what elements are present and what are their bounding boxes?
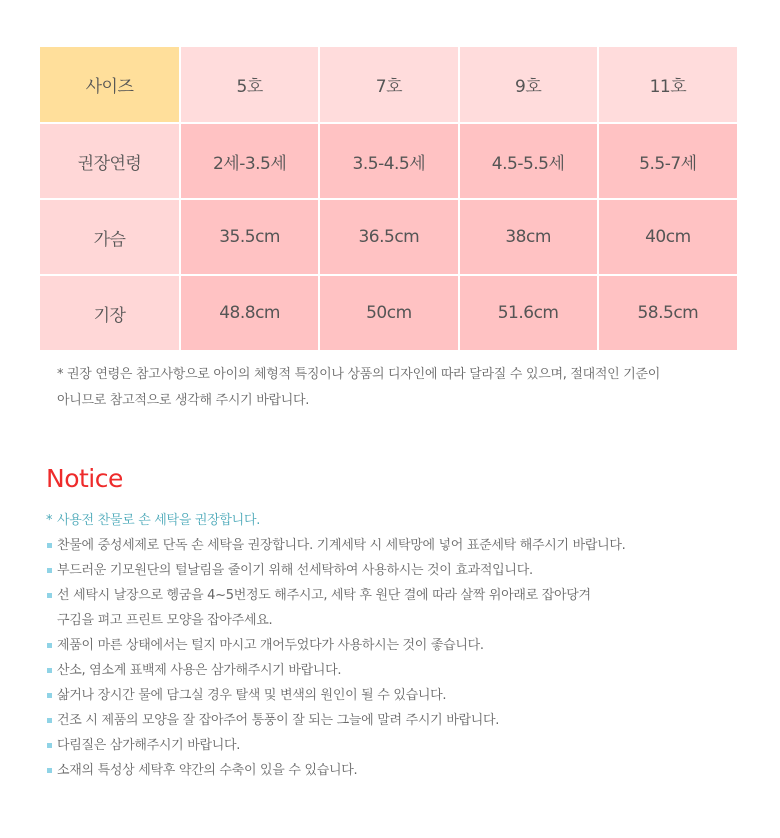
list-item [46, 558, 746, 583]
list-item-text: 선 세탁시 날장으로 헹굼을 4~5번정도 해주시고, 세탁 후 원단 결에 따라 살짝 위아래로 잡아당겨 [57, 588, 591, 603]
row-label: 권장연령 [40, 123, 180, 199]
size-chart-table [40, 47, 737, 350]
size-footnote [57, 362, 747, 414]
header-cell-11: 11호 [598, 47, 737, 123]
list-item [46, 633, 746, 658]
list-item-text: 소재의 특성상 세탁후 약간의 수축이 있을 수 있습니다. [57, 763, 358, 778]
list-item [46, 583, 746, 608]
header-cell-size: 사이즈 [40, 47, 180, 123]
table-row-length [40, 275, 737, 350]
list-item [46, 708, 746, 733]
table-cell: 38cm [459, 199, 598, 275]
table-cell: 5.5-7세 [598, 123, 737, 199]
table-cell: 40cm [598, 199, 737, 275]
table-cell: 50cm [319, 275, 458, 350]
row-label: 기장 [40, 275, 180, 350]
header-cell-9: 9호 [459, 47, 598, 123]
square-bullet-icon [47, 643, 52, 648]
list-item [46, 683, 746, 708]
square-bullet-icon [47, 568, 52, 573]
table-cell: 48.8cm [180, 275, 319, 350]
square-bullet-icon [47, 593, 52, 598]
table-cell: 51.6cm [459, 275, 598, 350]
row-label: 가슴 [40, 199, 180, 275]
table-row-age [40, 123, 737, 199]
list-item-text: 삶거나 장시간 물에 담그실 경우 탈색 및 변색의 원인이 될 수 있습니다. [57, 688, 447, 703]
list-item-text: 제품이 마른 상태에서는 털지 마시고 개어두었다가 사용하시는 것이 좋습니다. [57, 638, 484, 653]
notice-title: Notice [46, 464, 123, 493]
square-bullet-icon [47, 668, 52, 673]
list-item [46, 758, 746, 783]
header-cell-5: 5호 [180, 47, 319, 123]
list-item-text: 찬물에 중성세제로 단독 손 세탁을 권장합니다. 기계세탁 시 세탁망에 넣어 표준세탁 해주시기 바랍니다. [57, 538, 626, 553]
table-cell: 3.5-4.5세 [319, 123, 458, 199]
notice-list [46, 508, 746, 783]
table-cell: 58.5cm [598, 275, 737, 350]
footnote-line-2: 아니므로 참고적으로 생각해 주시기 바랍니다. [57, 393, 310, 408]
square-bullet-icon [47, 693, 52, 698]
table-cell: 35.5cm [180, 199, 319, 275]
list-item-text: 다림질은 삼가해주시기 바랍니다. [57, 738, 241, 753]
table-row-chest [40, 199, 737, 275]
list-item-text: 건조 시 제품의 모양을 잘 잡아주어 통풍이 잘 되는 그늘에 말려 주시기 바랍니다. [57, 713, 500, 728]
header-cell-7: 7호 [319, 47, 458, 123]
list-item [46, 733, 746, 758]
square-bullet-icon [47, 743, 52, 748]
table-header-row [40, 47, 737, 123]
asterisk-marker: * [46, 513, 53, 528]
notice-highlight [46, 508, 746, 533]
notice-highlight-text: 사용전 찬물로 손 세탁을 권장합니다. [57, 513, 261, 528]
list-item [46, 533, 746, 558]
list-item [46, 658, 746, 683]
list-item-continuation [46, 608, 746, 633]
footnote-line-1: * 권장 연령은 참고사항으로 아이의 체형적 특징이나 상품의 디자인에 따라 달라질 수 있으며, 절대적인 기준이 [57, 367, 661, 382]
list-item-text: 산소, 염소계 표백제 사용은 삼가해주시기 바랍니다. [57, 663, 342, 678]
list-item-text: 부드러운 기모원단의 털날림을 줄이기 위해 선세탁하여 사용하시는 것이 효과적입니다. [57, 563, 533, 578]
table-cell: 36.5cm [319, 199, 458, 275]
list-item-text: 구김을 펴고 프린트 모양을 잡아주세요. [57, 613, 273, 628]
square-bullet-icon [47, 718, 52, 723]
table-cell: 4.5-5.5세 [459, 123, 598, 199]
square-bullet-icon [47, 768, 52, 773]
square-bullet-icon [47, 543, 52, 548]
table-cell: 2세-3.5세 [180, 123, 319, 199]
